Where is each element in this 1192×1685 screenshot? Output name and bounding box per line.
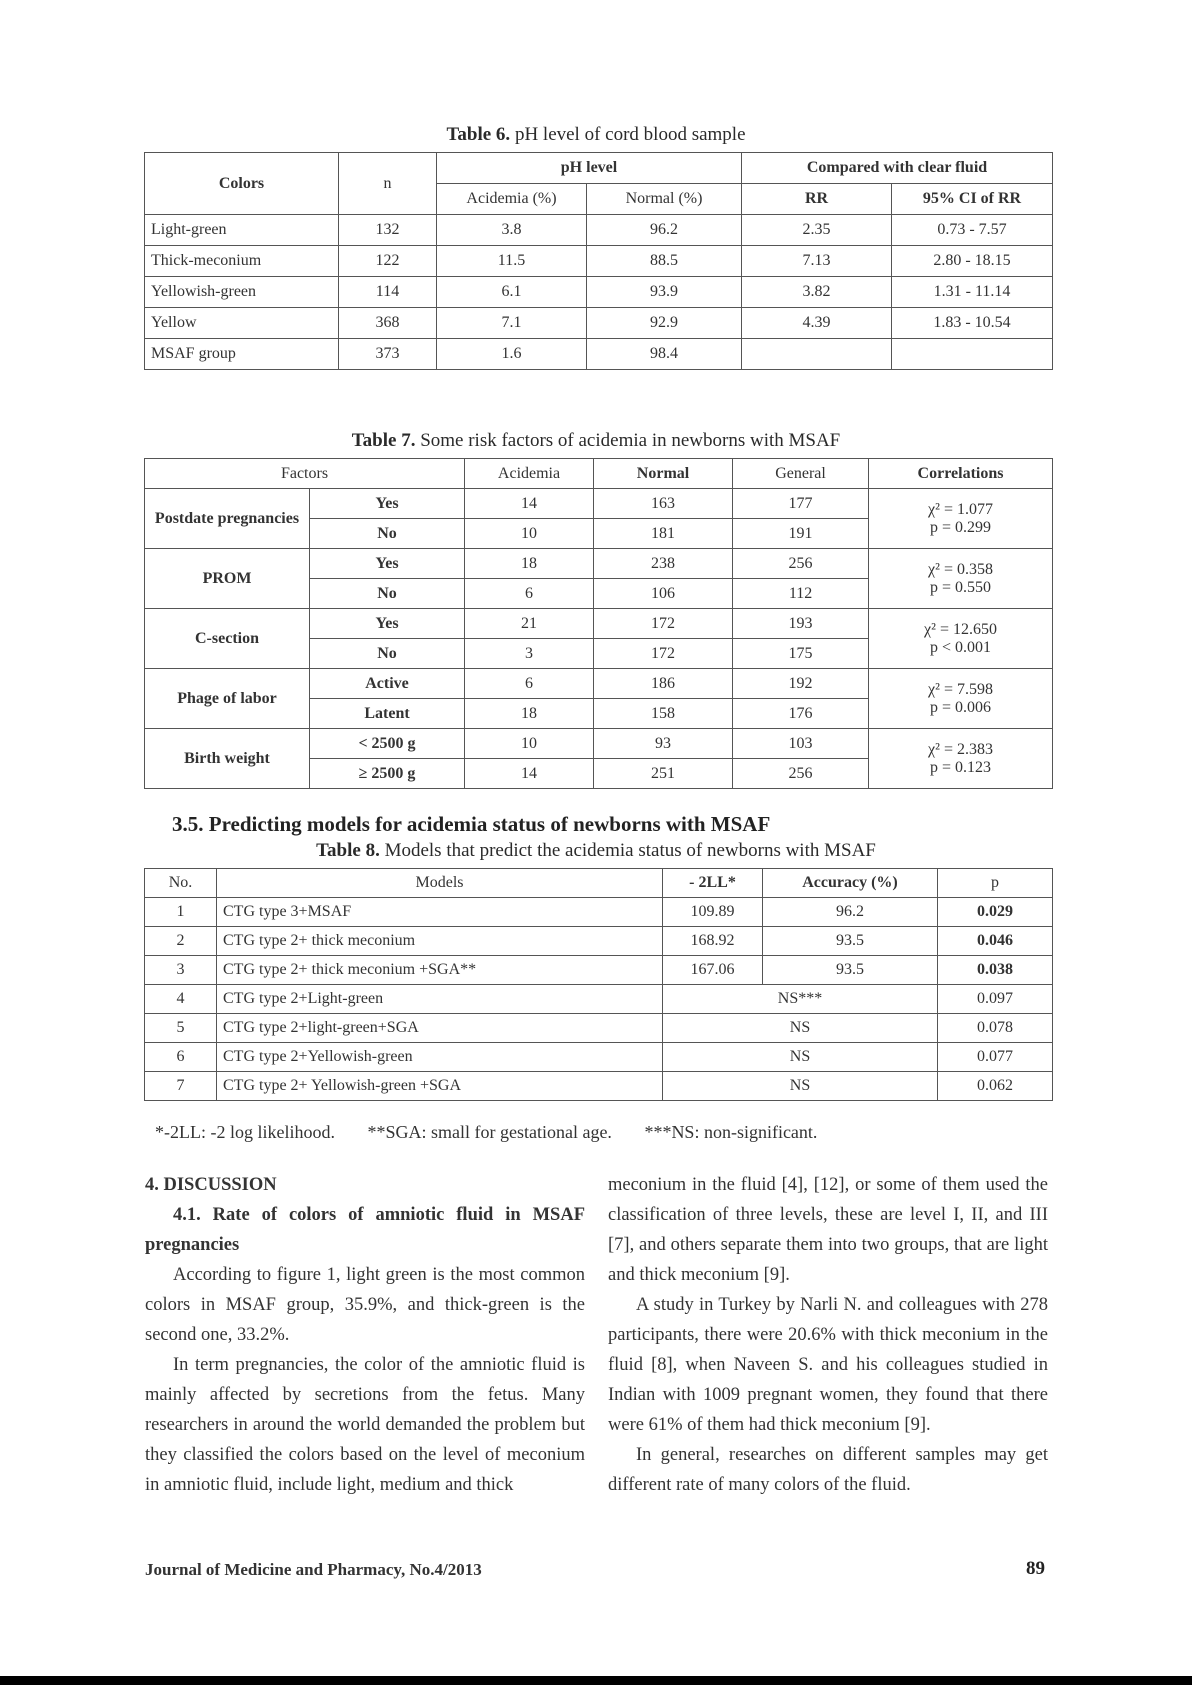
table-row [145,489,1053,519]
table-row [145,246,1053,277]
t7-header-factors: Factors [145,459,465,489]
t8-ll-cell: 109.89 [663,898,763,927]
table-row [145,308,1053,339]
t7-acidemia-cell: 10 [465,519,594,549]
table6-caption-text: pH level of cord blood sample [510,124,746,145]
table6-caption [0,124,1192,146]
t8-p-cell: 0.077 [938,1043,1053,1072]
t8-p-cell: 0.046 [938,927,1053,956]
t7-acidemia-cell: 18 [465,699,594,729]
t8-ns-cell: NS [663,1043,938,1072]
t7-level-cell: No [310,579,465,609]
t8-accuracy-cell: 96.2 [763,898,938,927]
t7-general-cell: 256 [733,759,869,789]
t6-rr-cell [742,339,892,370]
t6-rr-cell: 3.82 [742,277,892,308]
t6-acidemia-cell: 3.8 [437,215,587,246]
table8-caption-label: Table 8. [316,840,380,861]
t7-chi-square: χ² = 1.077 [928,500,993,518]
t6-header-n: n [339,153,437,215]
t6-rr-cell: 7.13 [742,246,892,277]
t6-acidemia-cell: 6.1 [437,277,587,308]
table7 [144,458,1053,789]
t7-level-cell: Yes [310,549,465,579]
t6-color-cell: Thick-meconium [145,246,339,277]
t7-correlation-cell [869,489,1053,549]
table8-footnotes [155,1122,845,1143]
t7-level-cell: Latent [310,699,465,729]
scan-border [0,1676,1192,1685]
t6-ci-cell [892,339,1053,370]
t6-n-cell: 114 [339,277,437,308]
t7-acidemia-cell: 14 [465,759,594,789]
footnote-3: ***NS: non-significant. [644,1122,818,1142]
t7-normal-cell: 181 [594,519,733,549]
t7-level-cell: Yes [310,489,465,519]
t7-p-value: p = 0.299 [930,518,992,536]
discussion-heading: 4. DISCUSSION [145,1175,277,1195]
t8-p-cell: 0.029 [938,898,1053,927]
t8-no-cell: 2 [145,927,217,956]
t7-general-cell: 191 [733,519,869,549]
t7-header-acidemia: Acidemia [465,459,594,489]
t8-no-cell: 5 [145,1014,217,1043]
footnote-1: *-2LL: -2 log likelihood. [155,1122,335,1142]
t7-general-cell: 192 [733,669,869,699]
t7-factor-cell: Postdate pregnancies [145,489,310,549]
table7-caption-label: Table 7. [351,430,416,451]
t8-header-ll: - 2LL* [663,869,763,898]
table-row [145,898,1053,927]
t7-general-cell: 177 [733,489,869,519]
table8-caption-text: Models that predict the acidemia status of newborns with MSAF [379,840,876,861]
t7-general-cell: 256 [733,549,869,579]
t8-ns-cell: NS [663,1072,938,1101]
table-row [145,339,1053,370]
t7-correlation-cell [869,669,1053,729]
t6-rr-cell: 4.39 [742,308,892,339]
table-row [145,1043,1053,1072]
t6-header-colors: Colors [145,153,339,215]
left-paragraph-2: In term pregnancies, the color of the amniotic fluid is mainly affected by secretions from the fetus. Many researchers in around the world demanded the problem but they classified the colors based on the level of meconium in amniotic fluid, include light, medium and thick [145,1355,585,1495]
t7-acidemia-cell: 6 [465,669,594,699]
t8-model-cell: CTG type 3+MSAF [217,898,663,927]
t8-model-cell: CTG type 2+ Yellowish-green +SGA [217,1072,663,1101]
table-row [145,669,1053,699]
t6-ci-cell: 1.83 - 10.54 [892,308,1053,339]
t6-color-cell: MSAF group [145,339,339,370]
t8-ll-cell: 168.92 [663,927,763,956]
t8-model-cell: CTG type 2+ thick meconium +SGA** [217,956,663,985]
table-row [145,1072,1053,1101]
table-row [145,215,1053,246]
t8-p-cell: 0.097 [938,985,1053,1014]
t7-acidemia-cell: 6 [465,579,594,609]
t6-header-acidemia: Acidemia (%) [437,184,587,215]
t8-ns-cell: NS [663,1014,938,1043]
t6-acidemia-cell: 7.1 [437,308,587,339]
page-number: 89 [1026,1558,1045,1579]
t7-level-cell: No [310,519,465,549]
t6-header-ci: 95% CI of RR [892,184,1053,215]
t7-normal-cell: 163 [594,489,733,519]
table6-caption-label: Table 6. [446,124,511,145]
t6-rr-cell: 2.35 [742,215,892,246]
t8-accuracy-cell: 93.5 [763,956,938,985]
t6-n-cell: 373 [339,339,437,370]
t6-color-cell: Yellowish-green [145,277,339,308]
t6-header-normal: Normal (%) [587,184,742,215]
t6-n-cell: 122 [339,246,437,277]
t7-acidemia-cell: 21 [465,609,594,639]
t7-general-cell: 193 [733,609,869,639]
t7-correlation-cell [869,549,1053,609]
t8-body [145,898,1053,1101]
t8-header-p: p [938,869,1053,898]
t7-acidemia-cell: 18 [465,549,594,579]
table-row [145,956,1053,985]
t6-normal-cell: 88.5 [587,246,742,277]
t7-chi-square: χ² = 0.358 [928,560,993,578]
table8 [144,868,1053,1101]
t7-general-cell: 176 [733,699,869,729]
t7-chi-square: χ² = 2.383 [928,740,993,758]
t8-header-no: No. [145,869,217,898]
t7-level-cell: Yes [310,609,465,639]
t8-header-accuracy: Accuracy (%) [763,869,938,898]
t6-color-cell: Yellow [145,308,339,339]
t8-no-cell: 6 [145,1043,217,1072]
t7-normal-cell: 158 [594,699,733,729]
t8-model-cell: CTG type 2+light-green+SGA [217,1014,663,1043]
t8-no-cell: 1 [145,898,217,927]
t7-level-cell: < 2500 g [310,729,465,759]
journal-footer: Journal of Medicine and Pharmacy, No.4/2013 [145,1560,482,1579]
table-row [145,729,1053,759]
t7-acidemia-cell: 14 [465,489,594,519]
t8-p-cell: 0.078 [938,1014,1053,1043]
footnote-2: **SGA: small for gestational age. [367,1122,612,1142]
t7-normal-cell: 172 [594,609,733,639]
t6-normal-cell: 92.9 [587,308,742,339]
t7-chi-square: χ² = 7.598 [928,680,993,698]
t8-p-cell: 0.062 [938,1072,1053,1101]
t6-acidemia-cell: 11.5 [437,246,587,277]
t6-n-cell: 132 [339,215,437,246]
discussion-left-column [145,1170,585,1500]
discussion-subheading: 4.1. Rate of colors of amniotic fluid in MSAF pregnancies [145,1205,585,1255]
t7-general-cell: 112 [733,579,869,609]
t8-model-cell: CTG type 2+Yellowish-green [217,1043,663,1072]
t6-ci-cell: 2.80 - 18.15 [892,246,1053,277]
t8-no-cell: 4 [145,985,217,1014]
discussion-right-column [608,1170,1048,1500]
t7-p-value: p = 0.006 [930,698,992,716]
table8-caption [0,840,1192,862]
left-paragraph-1: According to figure 1, light green is the most common colors in MSAF group, 35.9%, and thick-green is the second one, 33.2%. [145,1265,585,1345]
table-row [145,549,1053,579]
t6-ci-cell: 1.31 - 11.14 [892,277,1053,308]
table6 [144,152,1053,370]
t6-ci-cell: 0.73 - 7.57 [892,215,1053,246]
t6-color-cell: Light-green [145,215,339,246]
t6-normal-cell: 96.2 [587,215,742,246]
t8-model-cell: CTG type 2+Light-green [217,985,663,1014]
t7-level-cell: ≥ 2500 g [310,759,465,789]
t7-general-cell: 175 [733,639,869,669]
t6-acidemia-cell: 1.6 [437,339,587,370]
t7-level-cell: Active [310,669,465,699]
t7-chi-square: χ² = 12.650 [924,620,997,638]
table7-caption-text: Some risk factors of acidemia in newborns with MSAF [415,430,841,451]
t7-correlation-cell [869,729,1053,789]
t7-body [145,489,1053,789]
t7-factor-cell: C-section [145,609,310,669]
right-paragraph-3: In general, researches on different samples may get different rate of many colors of the fluid. [608,1445,1048,1495]
t7-acidemia-cell: 10 [465,729,594,759]
t7-normal-cell: 238 [594,549,733,579]
table-row [145,277,1053,308]
right-paragraph-2: A study in Turkey by Narli N. and colleagues with 278 participants, there were 20.6% with thick meconium in the fluid [8], when Naveen S. and his colleagues studied in Indian with 1009 pregnant women, they found that there were 61% of them had thick meconium [9]. [608,1295,1048,1435]
table-row [145,927,1053,956]
table-row [145,985,1053,1014]
t7-header-general: General [733,459,869,489]
t7-factor-cell: Phage of labor [145,669,310,729]
t7-p-value: p = 0.123 [930,758,992,776]
t7-normal-cell: 186 [594,669,733,699]
t7-factor-cell: PROM [145,549,310,609]
t8-header-models: Models [217,869,663,898]
t6-header-compared: Compared with clear fluid [742,153,1053,184]
t7-normal-cell: 172 [594,639,733,669]
t7-general-cell: 103 [733,729,869,759]
t7-p-value: p = 0.550 [930,578,992,596]
t7-factor-cell: Birth weight [145,729,310,789]
t7-header-normal: Normal [594,459,733,489]
t8-ns-cell: NS*** [663,985,938,1014]
t7-correlation-cell [869,609,1053,669]
t7-acidemia-cell: 3 [465,639,594,669]
t8-model-cell: CTG type 2+ thick meconium [217,927,663,956]
t7-normal-cell: 106 [594,579,733,609]
t6-n-cell: 368 [339,308,437,339]
t6-normal-cell: 98.4 [587,339,742,370]
t8-no-cell: 7 [145,1072,217,1101]
table-row [145,609,1053,639]
t6-header-ph-level: pH level [437,153,742,184]
section-3-5-heading: 3.5. Predicting models for acidemia status of newborns with MSAF [172,812,771,836]
t7-normal-cell: 93 [594,729,733,759]
t6-body [145,215,1053,370]
t8-no-cell: 3 [145,956,217,985]
t6-normal-cell: 93.9 [587,277,742,308]
table-row [145,1014,1053,1043]
t8-accuracy-cell: 93.5 [763,927,938,956]
t7-normal-cell: 251 [594,759,733,789]
t6-header-rr: RR [742,184,892,215]
t7-level-cell: No [310,639,465,669]
table7-caption [0,430,1192,452]
t7-p-value: p < 0.001 [930,638,992,656]
right-paragraph-1: meconium in the fluid [4], [12], or some of them used the classification of three levels, these are level I, II, and III [7], and others separate them into two groups, that are light and thick meconium [9]. [608,1175,1048,1285]
t8-ll-cell: 167.06 [663,956,763,985]
t8-p-cell: 0.038 [938,956,1053,985]
t7-header-correlations: Correlations [869,459,1053,489]
